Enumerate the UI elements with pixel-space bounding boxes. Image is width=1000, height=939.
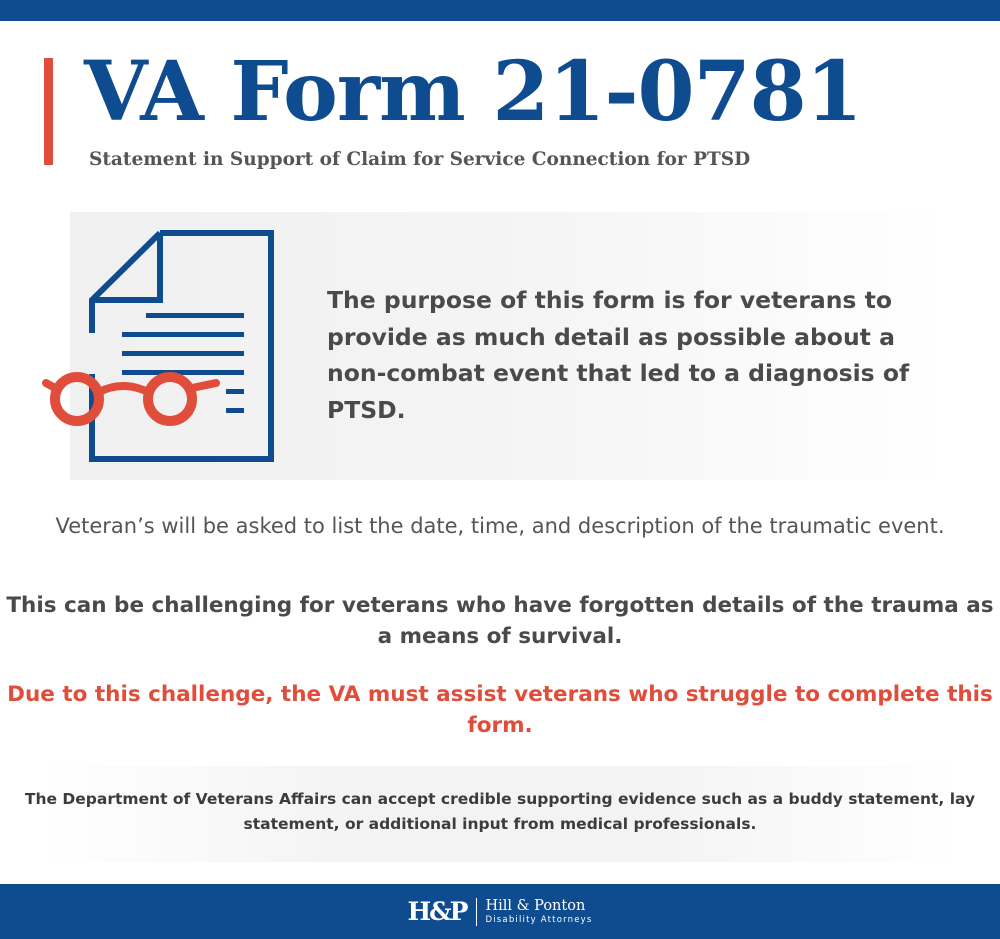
title-accent-bar bbox=[44, 58, 53, 165]
purpose-text: The purpose of this form is for veterans to provide as much detail as possible about a non-combat event that led to a diagnosis of PTSD. bbox=[327, 286, 910, 424]
top-bar bbox=[0, 0, 1000, 21]
logo-mark: H&P bbox=[407, 897, 467, 926]
challenge-text: This can be challenging for veterans who have forgotten details of the trauma as a means of survival. bbox=[6, 593, 994, 649]
evidence-footnote: The Department of Veterans Affairs can accept credible supporting evidence such as a buddy statement, lay statement, or additional input from medical professionals. bbox=[24, 790, 976, 833]
hill-ponton-logo bbox=[0, 884, 1000, 939]
logo-firm-name: Hill & Ponton bbox=[485, 898, 586, 914]
instructions-text: Veteran’s will be asked to list the date, time, and description of the traumatic event. bbox=[55, 514, 945, 538]
va-assist-text: Due to this challenge, the VA must assist veterans who struggle to complete this form. bbox=[7, 682, 993, 738]
logo-tagline: Disability Attorneys bbox=[485, 914, 593, 925]
logo-divider bbox=[476, 898, 477, 926]
logo-text bbox=[485, 899, 592, 924]
page-subtitle: Statement in Support of Claim for Service Connection for PTSD bbox=[89, 149, 751, 170]
document-with-glasses-icon bbox=[40, 228, 280, 468]
page-title: VA Form 21-0781 bbox=[84, 44, 862, 140]
